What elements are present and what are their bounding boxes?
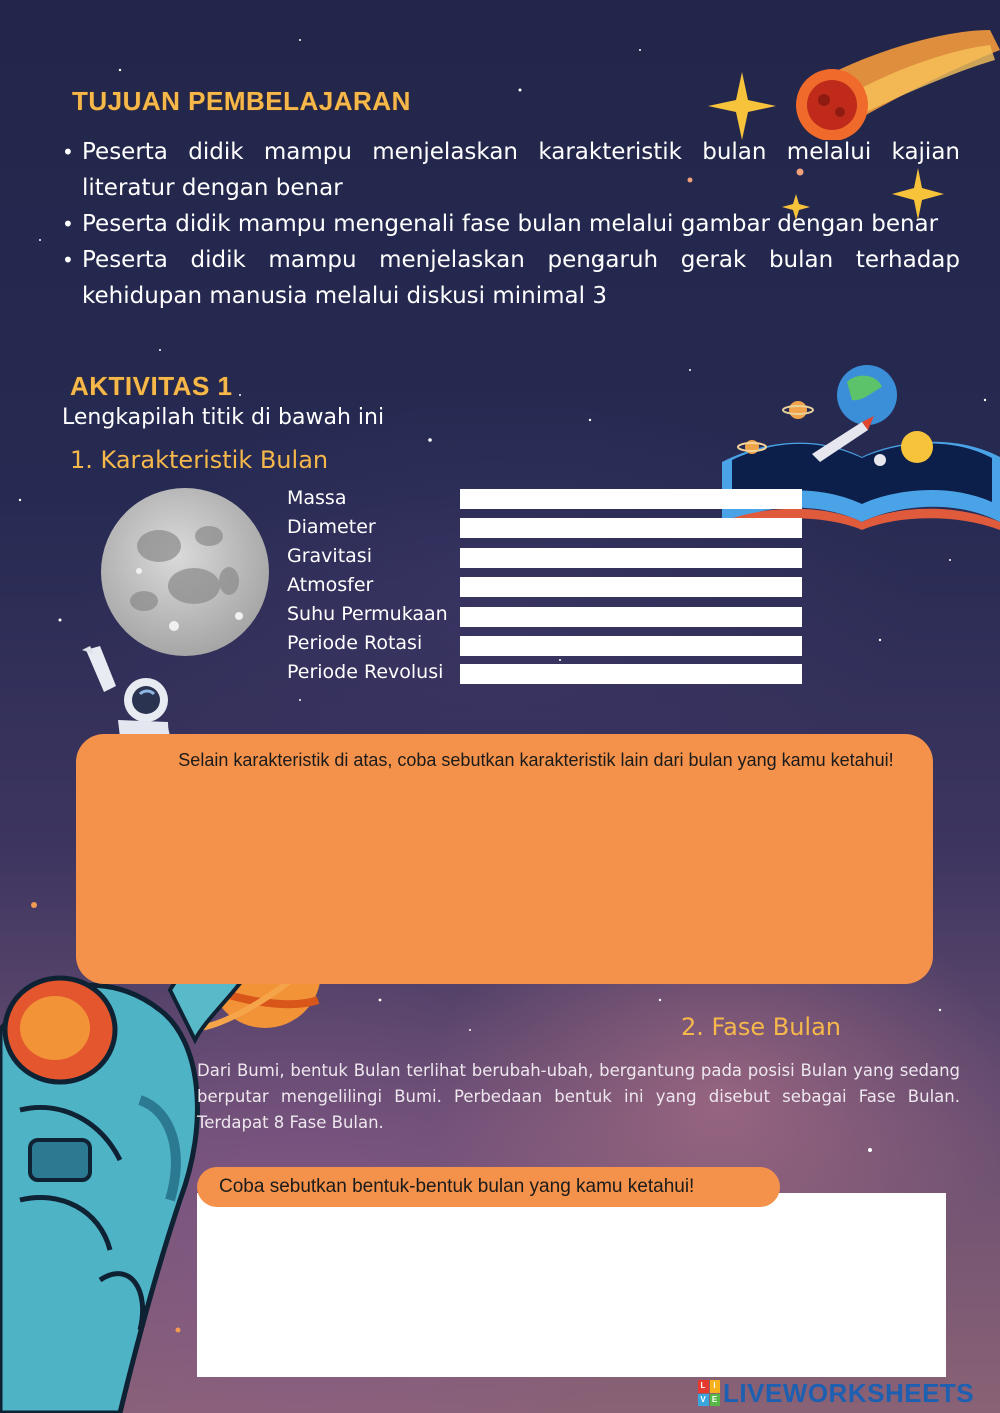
field-label-periode-revolusi: Periode Revolusi [287, 661, 444, 683]
section1-title: 1. Karakteristik Bulan [70, 446, 329, 474]
moon-shapes-prompt: Coba sebutkan bentuk-bentuk bulan yang kamu ketahui! [197, 1167, 780, 1207]
moon-illustration [99, 486, 271, 658]
suhu-permukaan-input[interactable] [460, 607, 802, 627]
liveworksheets-logo [698, 1378, 974, 1408]
field-label-suhu-permukaan: Suhu Permukaan [287, 603, 448, 625]
diameter-input[interactable] [460, 518, 802, 538]
objective-item-1: • Peserta didik mampu menjelaskan karakteristik bulan melalui kajian literatur dengan benar [62, 134, 960, 206]
other-characteristics-prompt: Selain karakteristik di atas, coba sebutkan karakteristik lain dari bulan yang kamu ketahui! [178, 750, 894, 770]
moon-phase-paragraph: Dari Bumi, bentuk Bulan terlihat berubah-ubah, bergantung pada posisi Bulan yang sedang berputar mengelilingi Bumi. Perbedaan bentuk ini yang disebut sebagai Fase Bulan. Terdapat 8 Fase Bulan. [197, 1061, 960, 1132]
atmosfer-input[interactable] [460, 577, 802, 597]
activity-title: AKTIVITAS 1 [70, 371, 233, 401]
objective-item-2: • Peserta didik mampu mengenali fase bulan melalui gambar dengan benar [62, 206, 960, 242]
activity-instruction: Lengkapilah titik di bawah ini [62, 405, 385, 430]
field-label-periode-rotasi: Periode Rotasi [287, 632, 423, 654]
field-label-gravitasi: Gravitasi [287, 545, 372, 567]
objectives-list [62, 134, 960, 314]
periode-rotasi-input[interactable] [460, 636, 802, 656]
objectives-title: TUJUAN PEMBELAJARAN [72, 86, 411, 116]
liveworksheets-wordmark: LIVEWORKSHEETS [723, 1377, 975, 1408]
moon-shapes-answer[interactable] [197, 1193, 946, 1377]
comet-illustration [780, 10, 1000, 140]
field-label-diameter: Diameter [287, 516, 376, 538]
field-label-atmosfer: Atmosfer [287, 574, 374, 596]
field-label-massa: Massa [287, 487, 347, 509]
periode-revolusi-input[interactable] [460, 664, 802, 684]
section2-title: 2. Fase Bulan [681, 1013, 841, 1041]
massa-input[interactable] [460, 489, 802, 509]
other-characteristics-box [76, 734, 933, 984]
other-characteristics-answer[interactable] [116, 814, 900, 968]
liveworksheets-logo-icon: L I V E [698, 1380, 720, 1406]
gravitasi-input[interactable] [460, 548, 802, 568]
objective-item-3: • Peserta didik mampu menjelaskan pengaruh gerak bulan terhadap kehidupan manusia melalui diskusi minimal 3 [62, 242, 960, 314]
